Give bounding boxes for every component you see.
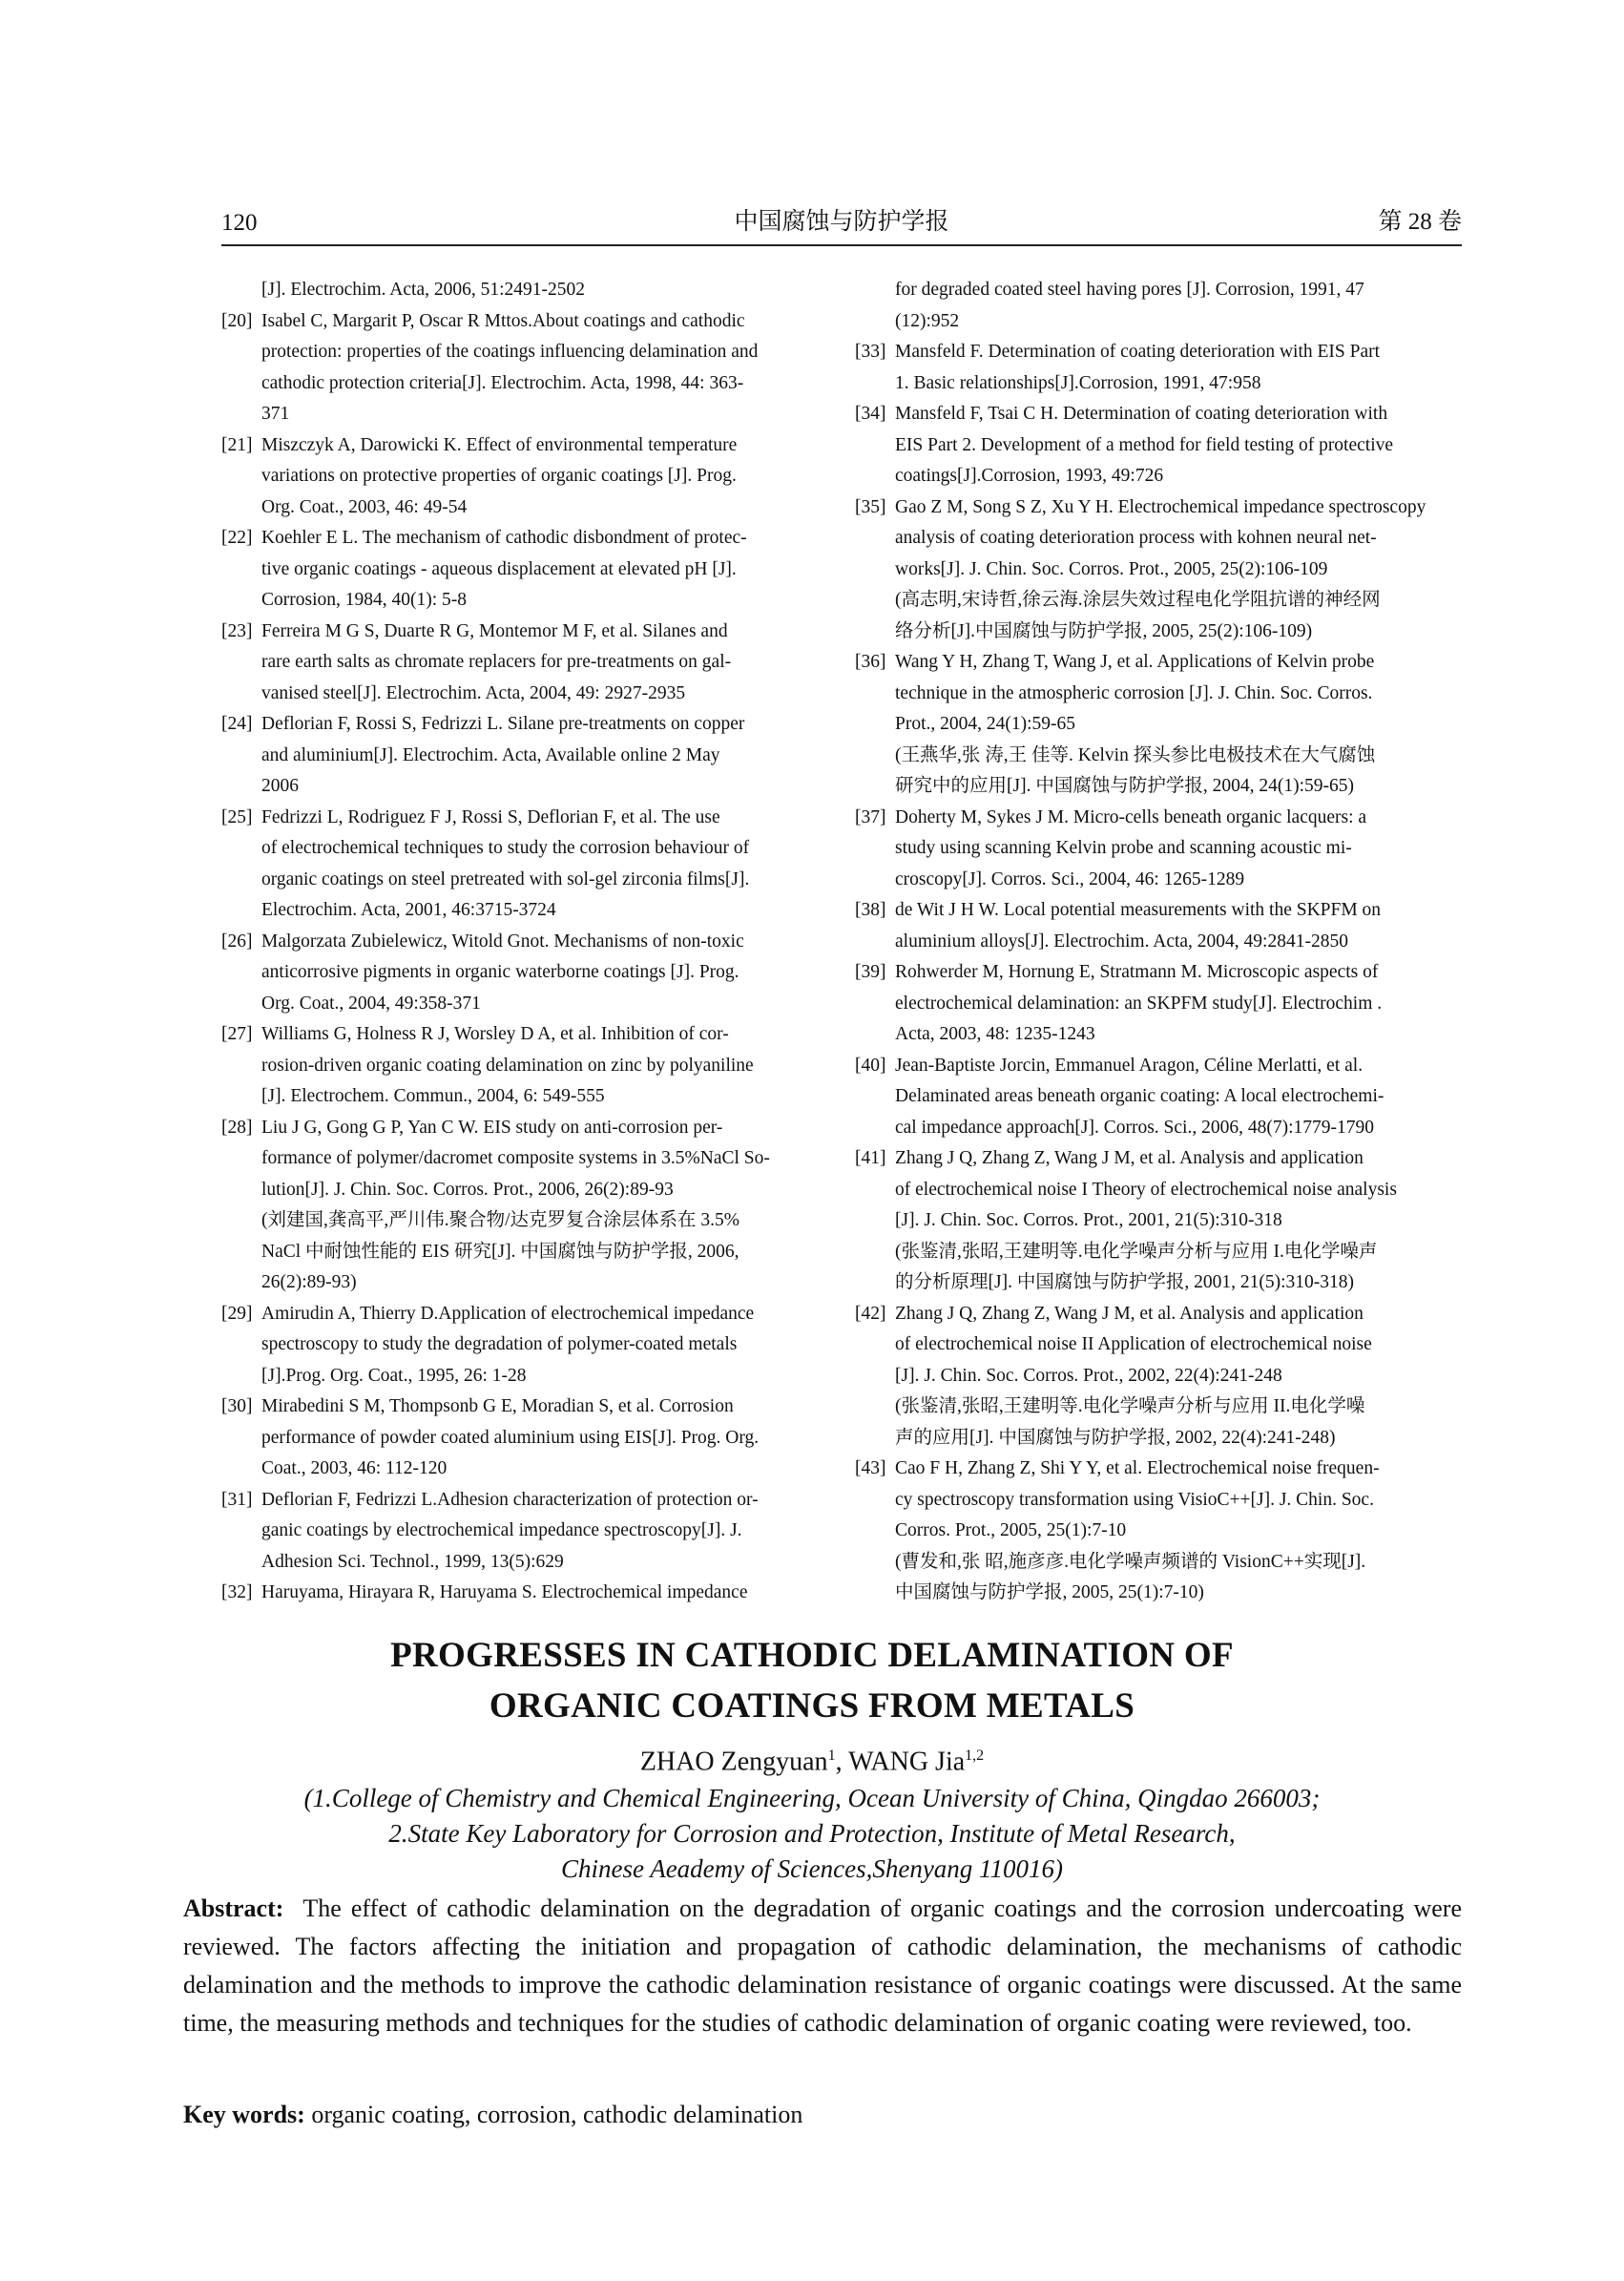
reference-line: [J]. J. Chin. Soc. Corros. Prot., 2001, 21(5):310-318 bbox=[895, 1210, 1282, 1230]
references-right-column bbox=[855, 275, 1456, 1609]
affiliation-line: Chinese Aeademy of Sciences,Shenyang 110016) bbox=[560, 1854, 1064, 1884]
reference-line: croscopy[J]. Corros. Sci., 2004, 46: 1265-1289 bbox=[895, 868, 1245, 889]
author-affiliation-mark: 1,2 bbox=[965, 1747, 985, 1764]
reference-number: [21] bbox=[221, 434, 253, 455]
reference-line: Corros. Prot., 2005, 25(1):7-10 bbox=[895, 1520, 1127, 1540]
abstract-label: Abstract: bbox=[183, 1894, 284, 1922]
reference-entry bbox=[855, 399, 1456, 492]
reference-line: Zhang J Q, Zhang Z, Wang J M, et al. Analysis and application bbox=[895, 1303, 1364, 1324]
reference-line: (曹发和,张 昭,施彦彦.电化学噪声频谱的 VisionC++实现[J]. bbox=[895, 1551, 1366, 1572]
reference-line: 研究中的应用[J]. 中国腐蚀与防护学报, 2004, 24(1):59-65) bbox=[895, 776, 1354, 796]
reference-line: of electrochemical noise I Theory of electrochemical noise analysis bbox=[895, 1179, 1397, 1200]
reference-entry bbox=[855, 1051, 1456, 1144]
reference-entry bbox=[221, 275, 822, 306]
reference-line: of electrochemical noise II Application of electrochemical noise bbox=[895, 1334, 1372, 1354]
reference-number: [25] bbox=[221, 806, 253, 827]
reference-line: Org. Coat., 2003, 46: 49-54 bbox=[261, 496, 468, 517]
reference-line: NaCl 中耐蚀性能的 EIS 研究[J]. 中国腐蚀与防护学报, 2006, bbox=[261, 1241, 739, 1262]
reference-number: [36] bbox=[855, 652, 886, 672]
reference-entry bbox=[855, 275, 1456, 337]
authors bbox=[162, 1737, 1462, 1781]
reference-number: [38] bbox=[855, 900, 886, 920]
reference-number: [41] bbox=[855, 1148, 886, 1168]
reference-line: Coat., 2003, 46: 112-120 bbox=[261, 1458, 448, 1478]
reference-line: ganic coatings by electrochemical impedance spectroscopy[J]. J. bbox=[261, 1520, 742, 1540]
author-affiliation-mark: 1 bbox=[827, 1747, 836, 1764]
reference-number: [31] bbox=[221, 1489, 253, 1510]
reference-entry bbox=[855, 1454, 1456, 1609]
reference-number: [28] bbox=[221, 1117, 253, 1138]
reference-line: [J]. Electrochim. Acta, 2006, 51:2491-2502 bbox=[261, 280, 586, 300]
affiliation-line: (1.College of Chemistry and Chemical Engineering, Ocean University of China, Qingdao 266003; bbox=[303, 1784, 1321, 1813]
reference-entry bbox=[221, 1485, 822, 1579]
journal-title: 中国腐蚀与防护学报 bbox=[734, 209, 949, 235]
reference-line: (12):952 bbox=[895, 310, 960, 331]
reference-line: Prot., 2004, 24(1):59-65 bbox=[895, 714, 1076, 734]
author-separator: , bbox=[835, 1747, 849, 1777]
reference-line: 2006 bbox=[261, 776, 299, 796]
reference-line: formance of polymer/dacromet composite systems in 3.5%NaCl So- bbox=[261, 1148, 770, 1168]
reference-entry bbox=[221, 1019, 822, 1113]
reference-line: 络分析[J].中国腐蚀与防护学报, 2005, 25(2):106-109) bbox=[895, 620, 1313, 641]
reference-line: protection: properties of the coatings influencing delamination and bbox=[261, 342, 759, 362]
reference-line: electrochemical delamination: an SKPFM study[J]. Electrochim . bbox=[895, 993, 1383, 1014]
reference-line: Wang Y H, Zhang T, Wang J, et al. Applications of Kelvin probe bbox=[895, 652, 1375, 672]
page-number: 120 bbox=[221, 210, 258, 236]
reference-number: [23] bbox=[221, 620, 253, 641]
reference-entry bbox=[855, 647, 1456, 803]
reference-entry bbox=[855, 895, 1456, 957]
reference-line: EIS Part 2. Development of a method for field testing of protective bbox=[895, 434, 1394, 455]
reference-line: (张鉴清,张昭,王建明等.电化学噪声分析与应用 II.电化学噪 bbox=[895, 1396, 1365, 1416]
reference-entry bbox=[221, 617, 822, 710]
reference-line: 中国腐蚀与防护学报, 2005, 25(1):7-10) bbox=[895, 1582, 1204, 1602]
reference-line: Jean-Baptiste Jorcin, Emmanuel Aragon, Céline Merlatti, et al. bbox=[895, 1055, 1364, 1076]
reference-line: Mansfeld F, Tsai C H. Determination of coating deterioration with bbox=[895, 404, 1388, 424]
reference-line: for degraded coated steel having pores [J]. Corrosion, 1991, 47 bbox=[895, 280, 1364, 300]
reference-line: Electrochim. Acta, 2001, 46:3715-3724 bbox=[261, 900, 556, 920]
reference-line: Mirabedini S M, Thompsonb G E, Moradian S, et al. Corrosion bbox=[261, 1396, 734, 1416]
reference-line: Rohwerder M, Hornung E, Stratmann M. Microscopic aspects of bbox=[895, 962, 1379, 982]
reference-line: [J]. Electrochem. Commun., 2004, 6: 549-555 bbox=[261, 1086, 605, 1106]
reference-line: (刘建国,龚高平,严川伟.聚合物/达克罗复合涂层体系在 3.5% bbox=[261, 1210, 740, 1230]
reference-line: variations on protective properties of organic coatings [J]. Prog. bbox=[261, 466, 737, 486]
reference-line: rosion-driven organic coating delamination on zinc by polyaniline bbox=[261, 1055, 754, 1076]
volume-label: 第 28 卷 bbox=[1378, 209, 1462, 235]
reference-line: 1. Basic relationships[J].Corrosion, 1991, 47:958 bbox=[895, 372, 1261, 393]
reference-line: technique in the atmospheric corrosion [J]. J. Chin. Soc. Corros. bbox=[895, 682, 1373, 703]
reference-line: and aluminium[J]. Electrochim. Acta, Available online 2 May bbox=[261, 744, 720, 765]
reference-line: organic coatings on steel pretreated with sol-gel zirconia films[J]. bbox=[261, 868, 750, 889]
reference-line: Adhesion Sci. Technol., 1999, 13(5):629 bbox=[261, 1551, 564, 1572]
reference-line: coatings[J].Corrosion, 1993, 49:726 bbox=[895, 466, 1164, 486]
abstract-text: The effect of cathodic delamination on the degradation of organic coatings and the corrosion undercoating were reviewed. The factors affecting the initiation and propagation of cathodic delamination, the mechanisms of cathodic delamination and the methods to improve the cathodic delamination resistance of organic coatings were discussed. At the same time, the measuring methods and techniques for the studies of cathodic delamination of organic coating were reviewed, too. bbox=[183, 1894, 1462, 2037]
author-name: WANG Jia bbox=[848, 1747, 966, 1777]
reference-line: performance of powder coated aluminium using EIS[J]. Prog. Org. bbox=[261, 1427, 760, 1448]
reference-line: Malgorzata Zubielewicz, Witold Gnot. Mechanisms of non-toxic bbox=[261, 931, 744, 952]
reference-line: spectroscopy to study the degradation of polymer-coated metals bbox=[261, 1334, 738, 1354]
reference-line: Koehler E L. The mechanism of cathodic disbondment of protec- bbox=[261, 528, 747, 548]
reference-entry bbox=[221, 430, 822, 524]
reference-line: Corrosion, 1984, 40(1): 5-8 bbox=[261, 590, 468, 610]
reference-number: [27] bbox=[221, 1024, 253, 1044]
reference-number: [22] bbox=[221, 528, 253, 548]
reference-line: Zhang J Q, Zhang Z, Wang J M, et al. Analysis and application bbox=[895, 1148, 1364, 1168]
reference-line: Deflorian F, Rossi S, Fedrizzi L. Silane pre-treatments on copper bbox=[261, 714, 745, 734]
reference-number: [26] bbox=[221, 931, 253, 952]
running-header bbox=[221, 206, 1462, 246]
reference-line: Deflorian F, Fedrizzi L.Adhesion characterization of protection or- bbox=[261, 1489, 759, 1510]
article-title-line-2: ORGANIC COATINGS FROM METALS bbox=[489, 1686, 1135, 1726]
reference-number: [37] bbox=[855, 806, 886, 827]
reference-entry bbox=[855, 1299, 1456, 1454]
reference-line: lution[J]. J. Chin. Soc. Corros. Prot., 2006, 26(2):89-93 bbox=[261, 1179, 674, 1200]
reference-line: anticorrosive pigments in organic waterborne coatings [J]. Prog. bbox=[261, 962, 739, 982]
reference-line: study using scanning Kelvin probe and scanning acoustic mi- bbox=[895, 838, 1352, 858]
reference-entry bbox=[221, 1392, 822, 1485]
reference-line: Org. Coat., 2004, 49:358-371 bbox=[261, 993, 481, 1014]
reference-line: Gao Z M, Song S Z, Xu Y H. Electrochemical impedance spectroscopy bbox=[895, 496, 1426, 517]
keywords-text: organic coating, corrosion, cathodic delamination bbox=[311, 2101, 803, 2128]
reference-line: de Wit J H W. Local potential measurements with the SKPFM on bbox=[895, 900, 1382, 920]
reference-line: Mansfeld F. Determination of coating deterioration with EIS Part bbox=[895, 342, 1381, 362]
reference-entry bbox=[221, 927, 822, 1020]
reference-line: tive organic coatings - aqueous displacement at elevated pH [J]. bbox=[261, 558, 737, 579]
keywords-label: Key words: bbox=[183, 2101, 305, 2128]
reference-line: of electrochemical techniques to study the corrosion behaviour of bbox=[261, 838, 750, 858]
reference-line: Fedrizzi L, Rodriguez F J, Rossi S, Deflorian F, et al. The use bbox=[261, 806, 720, 827]
reference-line: Liu J G, Gong G P, Yan C W. EIS study on anti-corrosion per- bbox=[261, 1117, 723, 1138]
reference-line: 26(2):89-93) bbox=[261, 1272, 357, 1292]
reference-entry bbox=[221, 803, 822, 927]
reference-line: 声的应用[J]. 中国腐蚀与防护学报, 2002, 22(4):241-248) bbox=[895, 1427, 1336, 1448]
reference-line: Doherty M, Sykes J M. Micro-cells beneath organic lacquers: a bbox=[895, 806, 1367, 827]
reference-line: Delaminated areas beneath organic coating: A local electrochemi- bbox=[895, 1086, 1385, 1106]
reference-line: works[J]. J. Chin. Soc. Corros. Prot., 2005, 25(2):106-109 bbox=[895, 558, 1328, 579]
reference-line: cal impedance approach[J]. Corros. Sci., 2006, 48(7):1779-1790 bbox=[895, 1117, 1374, 1138]
reference-number: [24] bbox=[221, 714, 253, 734]
reference-line: Amirudin A, Thierry D.Application of electrochemical impedance bbox=[261, 1303, 755, 1324]
reference-number: [34] bbox=[855, 404, 886, 424]
reference-number: [40] bbox=[855, 1055, 886, 1076]
reference-line: Miszczyk A, Darowicki K. Effect of environmental temperature bbox=[261, 434, 738, 455]
reference-entry bbox=[221, 523, 822, 617]
reference-entry bbox=[855, 492, 1456, 648]
abstract bbox=[183, 1890, 1462, 2042]
reference-line: [J]. J. Chin. Soc. Corros. Prot., 2002, 22(4):241-248 bbox=[895, 1365, 1282, 1386]
reference-entry bbox=[221, 306, 822, 430]
reference-line: Ferreira M G S, Duarte R G, Montemor M F, et al. Silanes and bbox=[261, 620, 728, 641]
affiliation-line: 2.State Key Laboratory for Corrosion and Protection, Institute of Metal Research, bbox=[388, 1819, 1236, 1849]
reference-line: Williams G, Holness R J, Worsley D A, et al. Inhibition of cor- bbox=[261, 1024, 729, 1044]
author-name: ZHAO Zengyuan bbox=[639, 1747, 828, 1777]
reference-number: [30] bbox=[221, 1396, 253, 1416]
reference-line: cy spectroscopy transformation using VisioC++[J]. J. Chin. Soc. bbox=[895, 1489, 1374, 1510]
reference-entry bbox=[855, 337, 1456, 399]
reference-number: [35] bbox=[855, 496, 886, 517]
reference-line: Isabel C, Margarit P, Oscar R Mttos.About coatings and cathodic bbox=[261, 310, 745, 331]
article-title-line-1: PROGRESSES IN CATHODIC DELAMINATION OF bbox=[390, 1636, 1234, 1675]
reference-line: aluminium alloys[J]. Electrochim. Acta, 2004, 49:2841-2850 bbox=[895, 931, 1348, 952]
reference-entry bbox=[221, 1578, 822, 1609]
reference-line: 的分析原理[J]. 中国腐蚀与防护学报, 2001, 21(5):310-318) bbox=[895, 1272, 1354, 1292]
english-abstract-header bbox=[162, 1630, 1462, 1887]
reference-number: [32] bbox=[221, 1582, 253, 1602]
reference-entry bbox=[855, 1143, 1456, 1299]
reference-line: (王燕华,张 涛,王 佳等. Kelvin 探头参比电极技术在大气腐蚀 bbox=[895, 744, 1376, 765]
reference-entry bbox=[855, 957, 1456, 1051]
reference-number: [39] bbox=[855, 962, 886, 982]
reference-number: [29] bbox=[221, 1303, 253, 1324]
reference-number: [42] bbox=[855, 1303, 886, 1324]
reference-line: Haruyama, Hirayara R, Haruyama S. Electrochemical impedance bbox=[261, 1582, 748, 1602]
reference-line: analysis of coating deterioration process with kohnen neural net- bbox=[895, 528, 1377, 548]
reference-line: (张鉴清,张昭,王建明等.电化学噪声分析与应用 I.电化学噪声 bbox=[895, 1241, 1378, 1262]
reference-number: [43] bbox=[855, 1458, 886, 1478]
reference-line: rare earth salts as chromate replacers for pre-treatments on gal- bbox=[261, 652, 732, 672]
reference-number: [33] bbox=[855, 342, 886, 362]
reference-line: Acta, 2003, 48: 1235-1243 bbox=[895, 1024, 1095, 1044]
reference-line: vanised steel[J]. Electrochim. Acta, 2004, 49: 2927-2935 bbox=[261, 682, 686, 703]
reference-entry bbox=[855, 803, 1456, 896]
references-left-column bbox=[221, 275, 822, 1609]
reference-line: (高志明,宋诗哲,徐云海.涂层失效过程电化学阻抗谱的神经网 bbox=[895, 590, 1381, 610]
keywords bbox=[183, 2096, 1462, 2134]
reference-line: cathodic protection criteria[J]. Electrochim. Acta, 1998, 44: 363- bbox=[261, 372, 744, 393]
reference-entry bbox=[221, 709, 822, 803]
reference-line: Cao F H, Zhang Z, Shi Y Y, et al. Electrochemical noise frequen- bbox=[895, 1458, 1380, 1478]
reference-number: [20] bbox=[221, 310, 253, 331]
reference-line: [J].Prog. Org. Coat., 1995, 26: 1-28 bbox=[261, 1365, 527, 1386]
reference-line: 371 bbox=[261, 404, 290, 424]
reference-entry bbox=[221, 1299, 822, 1392]
reference-entry bbox=[221, 1113, 822, 1299]
